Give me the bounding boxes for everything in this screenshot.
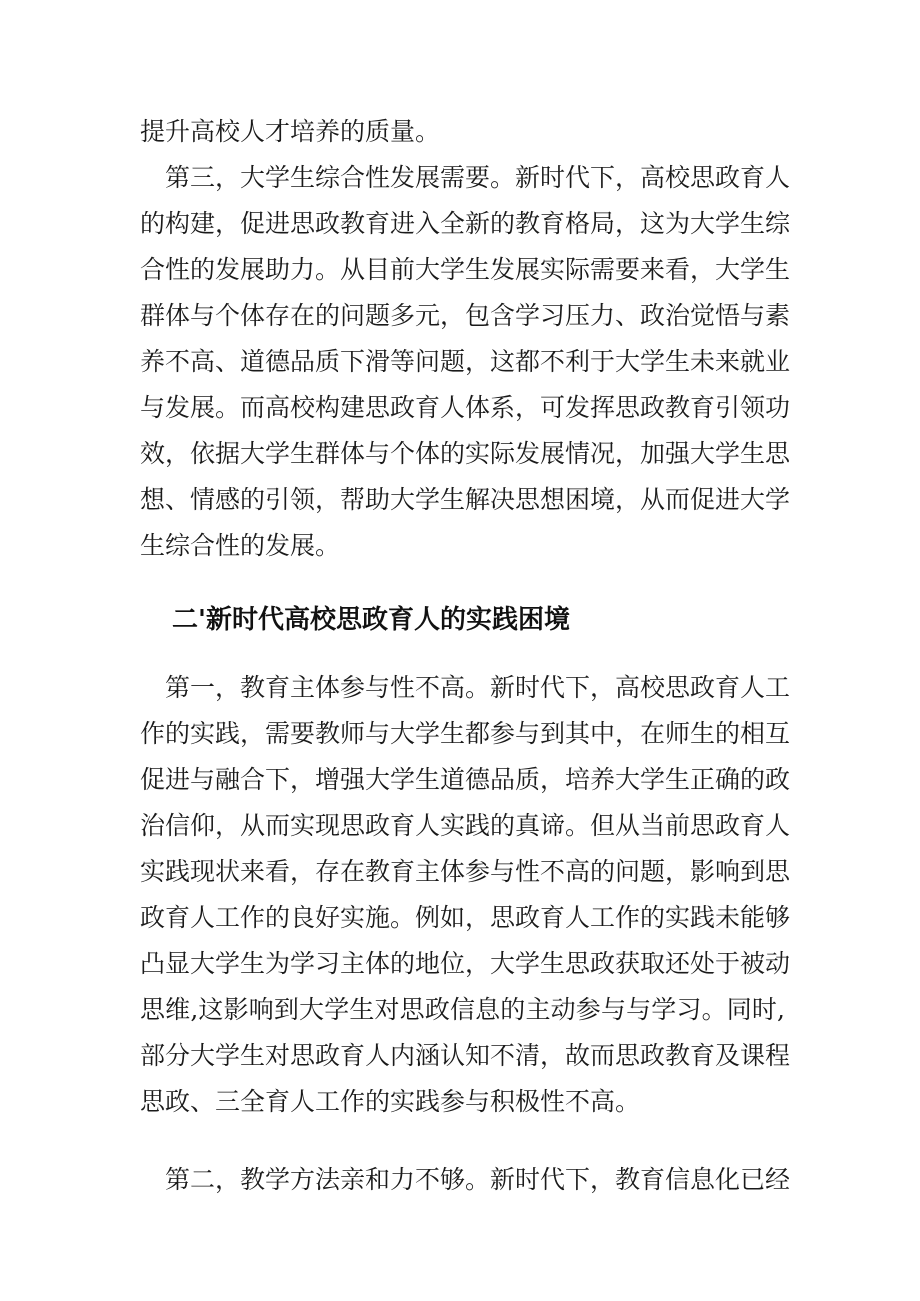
paragraph-line: 部分大学生对思政育人内涵认知不清，故而思政教育及课程: [140, 1041, 791, 1070]
paragraph-line: 作的实践，需要教师与大学生都参与到其中，在师生的相互: [140, 719, 791, 748]
paragraph-line: 合性的发展助力。从目前大学生发展实际需要来看，大学生: [140, 255, 791, 284]
paragraph-line: 第一，教育主体参与性不高。新时代下，高校思政育人工: [140, 673, 791, 702]
paragraph-line: 政育人工作的良好实施。例如，思政育人工作的实践未能够: [140, 903, 791, 932]
paragraph-line: 养不高、道德品质下滑等问题，这都不利于大学生未来就业: [140, 347, 791, 376]
paragraph-line: 实践现状来看，存在教育主体参与性不高的问题，影响到思: [140, 857, 791, 886]
paragraph-line: 思维,这影响到大学生对思政信息的主动参与与学习。同时,: [140, 995, 785, 1024]
paragraph-line: 效，依据大学生群体与个体的实际发展情况，加强大学生思: [140, 439, 791, 468]
paragraph-line: 群体与个体存在的问题多元，包含学习压力、政治觉悟与素: [140, 301, 791, 330]
paragraph-line: 的构建，促进思政教育进入全新的教育格局，这为大学生综: [140, 209, 791, 238]
paragraph-line: 生综合性的发展。: [140, 531, 341, 560]
paragraph-line: 与发展。而高校构建思政育人体系，可发挥思政教育引领功: [140, 393, 791, 422]
paragraph-line: 第三，大学生综合性发展需要。新时代下，高校思政育人: [140, 163, 791, 192]
paragraph-line: 思政、三全育人工作的实践参与积极性不高。: [140, 1087, 641, 1116]
paragraph-line: 第二，教学方法亲和力不够。新时代下，教育信息化已经: [140, 1165, 791, 1194]
paragraph-line: 促进与融合下，增强大学生道德品质，培养大学生正确的政: [140, 765, 791, 794]
paragraph-line: 治信仰，从而实现思政育人实践的真谛。但从当前思政育人: [140, 811, 791, 840]
paragraph-line: 提升高校人才培养的质量。: [140, 117, 441, 146]
paragraph-line: 凸显大学生为学习主体的地位，大学生思政获取还处于被动: [140, 949, 791, 978]
paragraph-line: 想、情感的引领，帮助大学生解决思想困境，从而促进大学: [140, 485, 791, 514]
section-heading: 二'新时代高校思政育人的实践困境: [172, 605, 570, 635]
